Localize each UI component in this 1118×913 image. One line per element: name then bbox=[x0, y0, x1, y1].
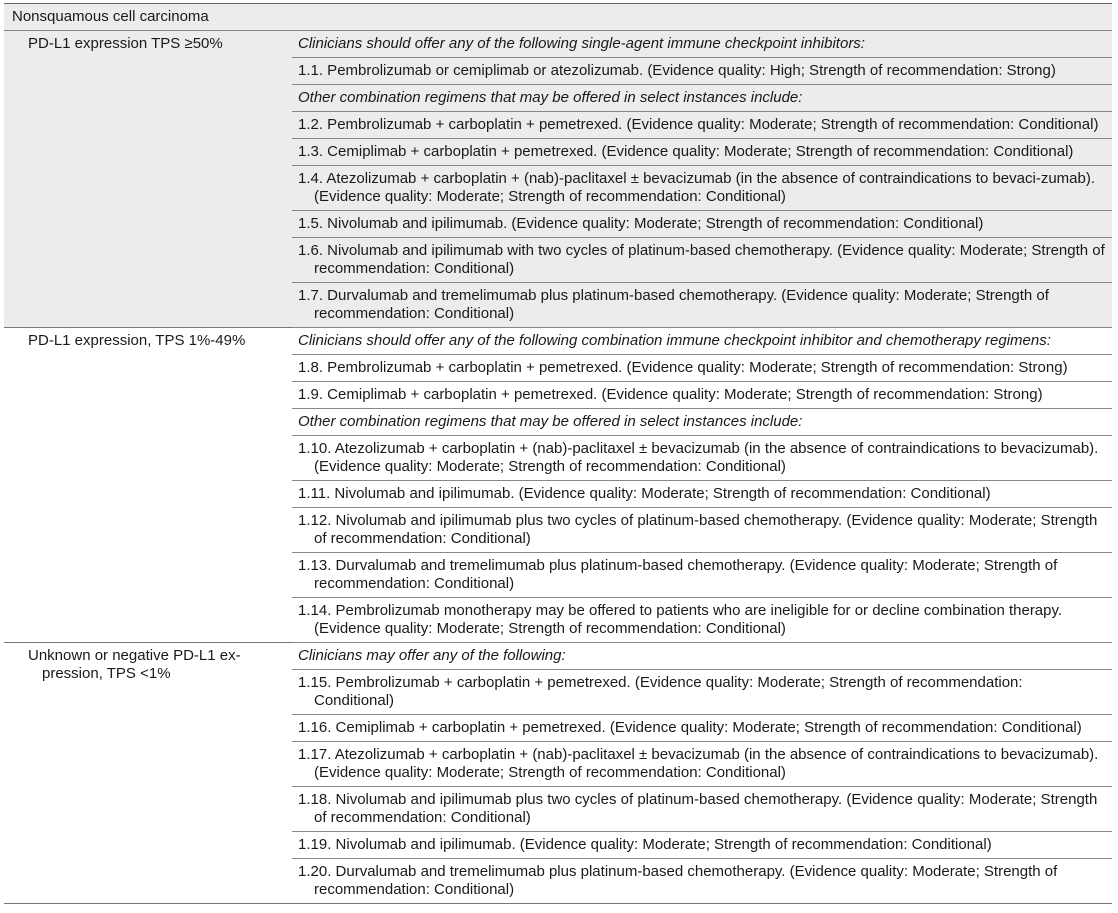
recommendation-text: 1.10. Atezolizumab + carboplatin + (nab)-paclitaxel ± bevacizumab (in the absence of contraindications to bevacizumab). (Evidence quality: Moderate; Strength of recommendation: Conditional) bbox=[298, 440, 1099, 475]
recommendation-text: 1.12. Nivolumab and ipilimumab plus two cycles of platinum-based chemotherapy. (Evidence quality: Moderate; Strength of recommendation: Conditional) bbox=[298, 512, 1098, 547]
table-row bbox=[4, 31, 1112, 58]
table-row bbox=[4, 643, 1112, 670]
recommendation-text: 1.19. Nivolumab and ipilimumab. (Evidence quality: Moderate; Strength of recommendation: Conditional) bbox=[298, 836, 992, 853]
recommendation-item bbox=[292, 598, 1112, 643]
recommendation-item bbox=[292, 859, 1112, 904]
section-3 bbox=[4, 643, 1112, 904]
recommendation-item bbox=[292, 382, 1112, 409]
recommendation-text: 1.8. Pembrolizumab + carboplatin + pemetrexed. (Evidence quality: Moderate; Strength of recommendation: Strong) bbox=[298, 359, 1068, 376]
section-2 bbox=[4, 328, 1112, 643]
recommendation-text: 1.16. Cemiplimab + carboplatin + pemetrexed. (Evidence quality: Moderate; Strength of recommendation: Conditional) bbox=[298, 719, 1082, 736]
recommendation-text: 1.17. Atezolizumab + carboplatin + (nab)-paclitaxel ± bevacizumab (in the absence of contraindications to bevacizumab). (Evidence quality: Moderate; Strength of recommendation: Conditional) bbox=[298, 746, 1099, 781]
recommendation-intro bbox=[292, 643, 1112, 670]
recommendation-text: 1.7. Durvalumab and tremelimumab plus platinum-based chemotherapy. (Evidence quality: Moderate; Strength of recommendation: Conditional) bbox=[298, 287, 1049, 322]
recommendation-text: Other combination regimens that may be offered in select instances include: bbox=[298, 89, 803, 106]
section-label-text: PD-L1 expression TPS ≥50% bbox=[28, 35, 223, 52]
recommendation-text: Other combination regimens that may be offered in select instances include: bbox=[298, 413, 803, 430]
recommendation-item bbox=[292, 436, 1112, 481]
recommendation-text: Clinicians may offer any of the following: bbox=[298, 647, 566, 664]
recommendation-item bbox=[292, 283, 1112, 328]
recommendation-item bbox=[292, 715, 1112, 742]
recommendation-text: 1.3. Cemiplimab + carboplatin + pemetrexed. (Evidence quality: Moderate; Strength of recommendation: Conditional) bbox=[298, 143, 1074, 160]
section-label bbox=[4, 31, 292, 328]
recommendation-intro bbox=[292, 328, 1112, 355]
recommendation-intro bbox=[292, 31, 1112, 58]
recommendation-item bbox=[292, 139, 1112, 166]
recommendation-item bbox=[292, 166, 1112, 211]
recommendation-item bbox=[292, 58, 1112, 85]
recommendation-item bbox=[292, 481, 1112, 508]
recommendation-text: 1.6. Nivolumab and ipilimumab with two cycles of platinum-based chemotherapy. (Evidence quality: Moderate; Strength of recommendation: Conditional) bbox=[298, 242, 1105, 277]
recommendation-text: 1.1. Pembrolizumab or cemiplimab or atezolizumab. (Evidence quality: High; Strength of recommendation: Strong) bbox=[298, 62, 1056, 79]
recommendation-item bbox=[292, 355, 1112, 382]
section-1 bbox=[4, 31, 1112, 328]
recommendation-item bbox=[292, 670, 1112, 715]
recommendation-text: 1.20. Durvalumab and tremelimumab plus platinum-based chemotherapy. (Evidence quality: Moderate; Strength of recommendation: Conditional) bbox=[298, 863, 1058, 898]
recommendation-item bbox=[292, 211, 1112, 238]
recommendation-item bbox=[292, 238, 1112, 283]
recommendation-intro bbox=[292, 85, 1112, 112]
recommendation-text: 1.4. Atezolizumab + carboplatin + (nab)-paclitaxel ± bevacizumab (in the absence of contraindications to bevaci-zumab). (Evidence quality: Moderate; Strength of recommendation: Conditional) bbox=[298, 170, 1095, 205]
recommendation-text: 1.15. Pembrolizumab + carboplatin + pemetrexed. (Evidence quality: Moderate; Strength of recommendation: Conditional) bbox=[298, 674, 1023, 709]
table-header-row bbox=[4, 4, 1112, 31]
recommendation-item bbox=[292, 508, 1112, 553]
recommendation-item bbox=[292, 553, 1112, 598]
section-label bbox=[4, 328, 292, 643]
recommendation-item bbox=[292, 787, 1112, 832]
recommendation-text: Clinicians should offer any of the following combination immune checkpoint inhibitor and chemotherapy regimens: bbox=[298, 332, 1051, 349]
section-label-text: PD-L1 expression, TPS 1%-49% bbox=[28, 332, 246, 349]
recommendation-text: 1.13. Durvalumab and tremelimumab plus platinum-based chemotherapy. (Evidence quality: Moderate; Strength of recommendation: Conditional) bbox=[298, 557, 1058, 592]
recommendation-text: 1.14. Pembrolizumab monotherapy may be offered to patients who are ineligible for or decline combination therapy. (Evidence quality: Moderate; Strength of recommendation: Conditional) bbox=[298, 602, 1063, 637]
recommendation-item bbox=[292, 112, 1112, 139]
section-label bbox=[4, 643, 292, 904]
recommendation-intro bbox=[292, 409, 1112, 436]
recommendation-text: 1.11. Nivolumab and ipilimumab. (Evidence quality: Moderate; Strength of recommendation: Conditional) bbox=[298, 485, 991, 502]
section-label-text: Unknown or negative PD-L1 ex-pression, TPS <1% bbox=[28, 647, 241, 682]
recommendation-item bbox=[292, 832, 1112, 859]
recommendation-text: 1.18. Nivolumab and ipilimumab plus two cycles of platinum-based chemotherapy. (Evidence quality: Moderate; Strength of recommendation: Conditional) bbox=[298, 791, 1098, 826]
table-row bbox=[4, 328, 1112, 355]
recommendation-text: 1.2. Pembrolizumab + carboplatin + pemetrexed. (Evidence quality: Moderate; Strength of recommendation: Conditional) bbox=[298, 116, 1099, 133]
recommendation-table bbox=[4, 3, 1112, 904]
recommendation-text: 1.9. Cemiplimab + carboplatin + pemetrexed. (Evidence quality: Moderate; Strength of recommendation: Strong) bbox=[298, 386, 1043, 403]
table-header: Nonsquamous cell carcinoma bbox=[4, 4, 1112, 31]
recommendation-text: 1.5. Nivolumab and ipilimumab. (Evidence quality: Moderate; Strength of recommendation: Conditional) bbox=[298, 215, 984, 232]
recommendation-text: Clinicians should offer any of the following single-agent immune checkpoint inhibitors: bbox=[298, 35, 865, 52]
recommendation-item bbox=[292, 742, 1112, 787]
